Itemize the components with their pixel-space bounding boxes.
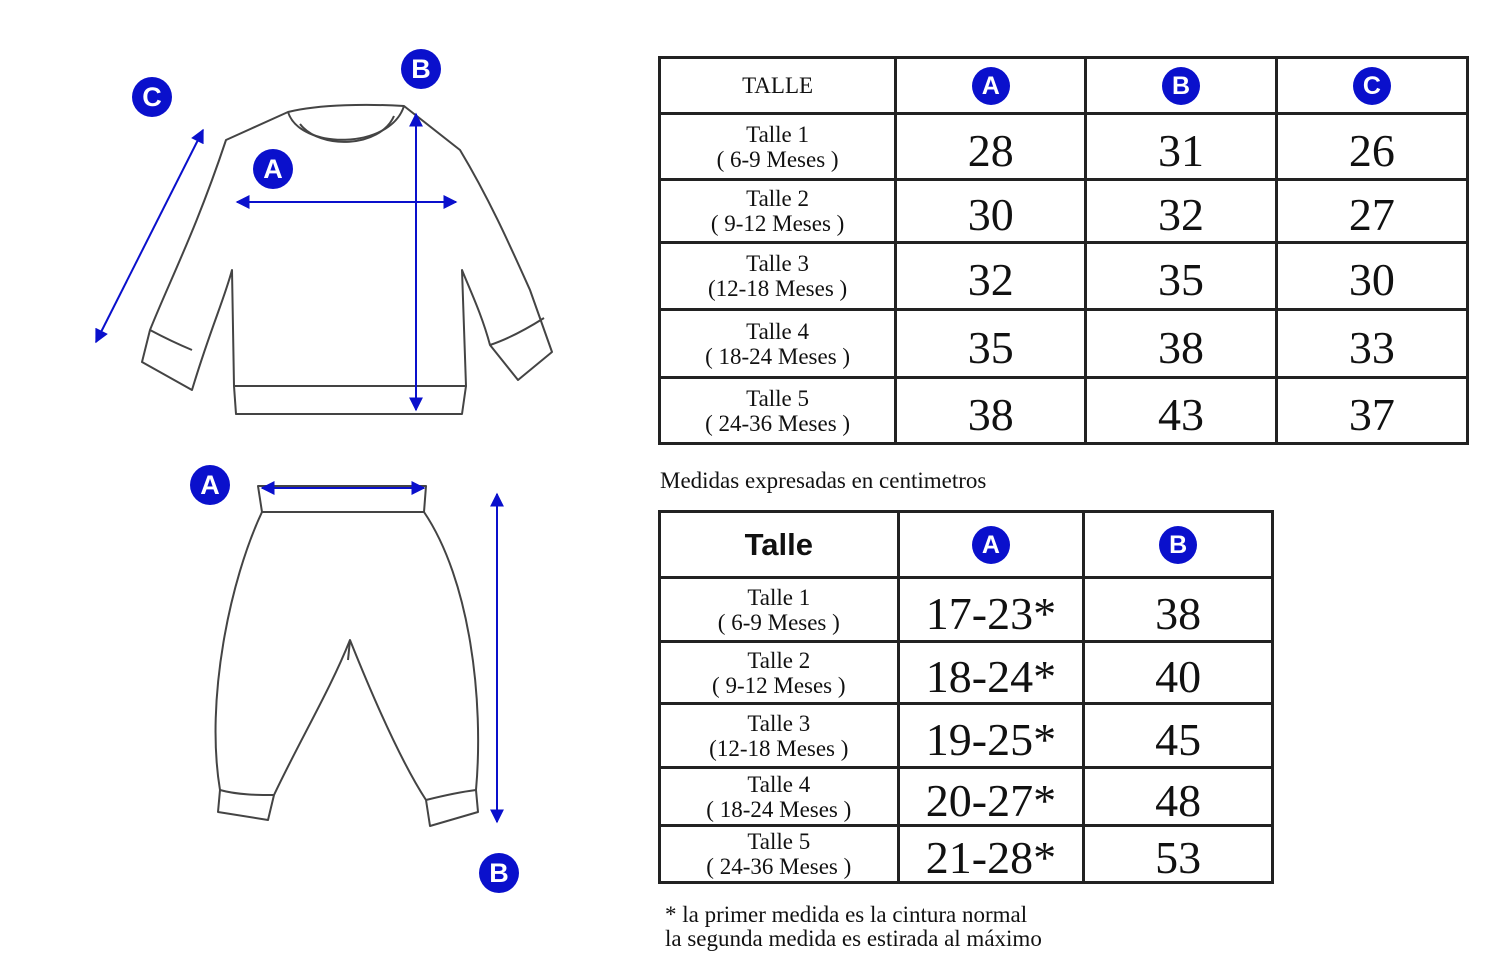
talle-range: (12-18 Meses ) [709,735,849,761]
value-a: 18-24* [898,642,1084,704]
header-a-badge: A [972,67,1010,105]
table-row [660,243,1468,310]
talle-range: ( 6-9 Meses ) [717,609,840,635]
talle-name: Talle 1 [747,584,811,610]
value-b: 38 [1084,578,1273,642]
talle-range: ( 9-12 Meses ) [710,211,845,236]
talle-range: ( 24-36 Meses ) [705,410,851,436]
garment-illustration [0,0,640,962]
badge-b-length: B [401,49,441,89]
value-b: 48 [1084,768,1273,826]
pants-outline [216,486,479,826]
table-row [660,180,1468,243]
talle-name: Talle 2 [747,647,811,673]
sweatshirt-outline [142,105,552,414]
badge-a-waist: A [190,465,230,505]
units-note: Medidas expresadas en centimetros [660,468,987,493]
measure-arrows [96,114,497,822]
talle-range: ( 9-12 Meses ) [712,672,846,698]
header-talle: Talle [744,526,813,562]
top-size-table [658,56,1469,445]
value-b: 38 [1086,310,1276,378]
value-a: 35 [896,310,1086,378]
value-b: 40 [1084,642,1273,704]
talle-range: ( 6-9 Meses ) [716,146,839,172]
talle-name: Talle 4 [747,771,811,797]
header-a-badge: A [972,526,1010,564]
talle-name: Talle 3 [747,710,811,736]
header-b-badge: B [1159,526,1197,564]
talle-range: ( 18-24 Meses ) [705,343,851,369]
value-c: 30 [1276,243,1467,310]
value-a: 32 [896,243,1086,310]
value-a: 30 [896,180,1086,243]
value-c: 37 [1276,378,1467,444]
value-c: 26 [1276,114,1467,180]
value-a: 38 [896,378,1086,444]
table-row [660,826,1273,883]
table-header-row [660,512,1273,578]
value-b: 45 [1084,704,1273,768]
footnote-line-1: * la primer medida es la cintura normal [665,902,1028,927]
talle-name: Talle 2 [746,186,810,211]
talle-range: ( 24-36 Meses ) [706,854,852,879]
value-b: 32 [1086,180,1276,243]
table-row [660,114,1468,180]
value-a: 21-28* [898,826,1084,883]
header-talle: TALLE [742,72,814,98]
value-b: 35 [1086,243,1276,310]
value-a: 20-27* [898,768,1084,826]
table-row [660,578,1273,642]
value-a: 17-23* [898,578,1084,642]
value-b: 53 [1084,826,1273,883]
pants-size-table [658,510,1274,884]
value-b: 43 [1086,378,1276,444]
badge-a-chest: A [253,149,293,189]
value-b: 31 [1086,114,1276,180]
talle-name: Talle 5 [746,385,810,411]
value-a: 28 [896,114,1086,180]
table-row [660,704,1273,768]
table-row [660,642,1273,704]
talle-range: (12-18 Meses ) [707,276,848,301]
badge-b-pants-length: B [479,853,519,893]
talle-name: Talle 5 [747,829,811,854]
garment-diagram [0,0,640,962]
talle-name: Talle 3 [746,251,810,276]
footnote-line-2: la segunda medida es estirada al máximo [665,926,1042,951]
badge-c-sleeve: C [132,77,172,117]
talle-range: ( 18-24 Meses ) [706,796,852,822]
table-row [660,378,1468,444]
header-b-badge: B [1162,67,1200,105]
header-c-badge: C [1353,67,1391,105]
talle-name: Talle 1 [746,121,810,147]
talle-name: Talle 4 [746,318,810,344]
value-c: 33 [1276,310,1467,378]
table-row [660,310,1468,378]
value-a: 19-25* [898,704,1084,768]
table-row [660,768,1273,826]
value-c: 27 [1276,180,1467,243]
table-header-row [660,58,1468,114]
